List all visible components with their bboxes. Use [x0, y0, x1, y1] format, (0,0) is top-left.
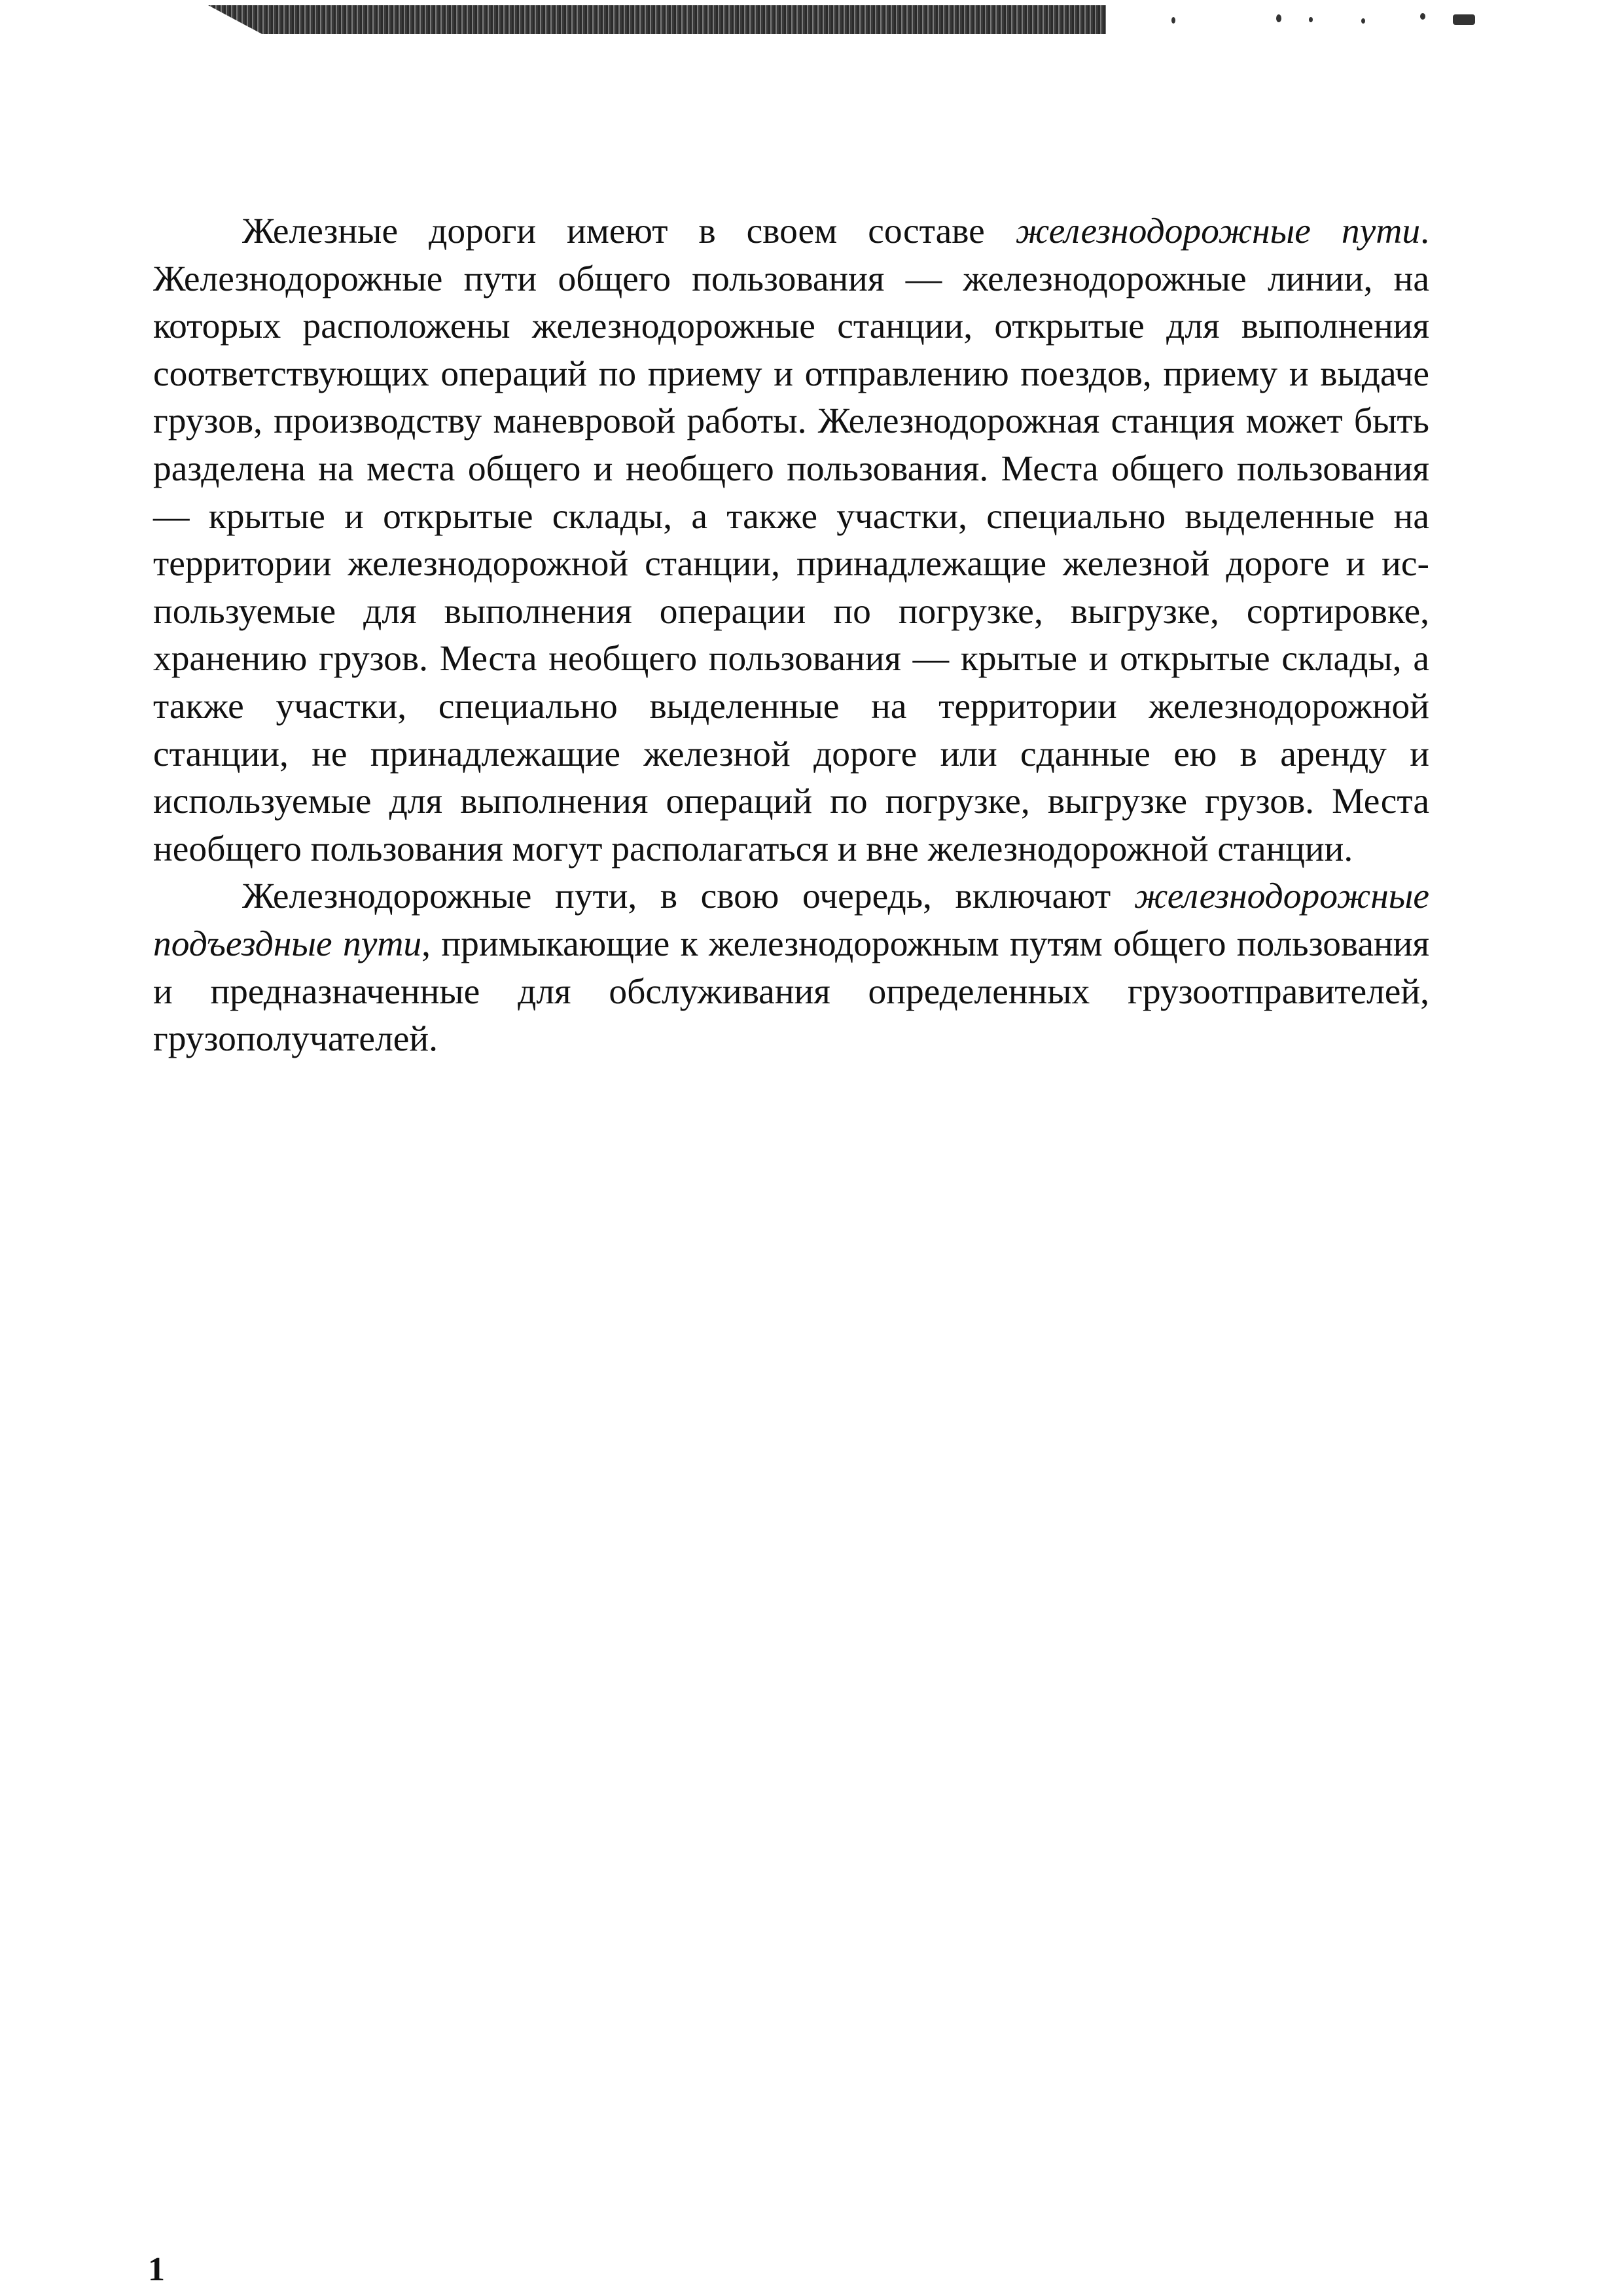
scan-noise — [1113, 8, 1479, 34]
paragraph-1-lead: Железные дороги имеют в своем составе — [242, 211, 1016, 251]
paragraph-2-lead: Железнодорожные пути, в свою очередь, включают — [242, 876, 1134, 917]
paragraph-2 — [153, 873, 1429, 1063]
paragraph-2-tail: , примыкающие к железнодорожным путям общего пользования и предназначенные для обслуживания определенных грузоотправителей, грузополучателей. — [153, 924, 1429, 1060]
body-text — [153, 208, 1429, 1064]
term-access-tracks: железнодорожные подъездные пути — [153, 876, 1429, 964]
paragraph-1 — [153, 208, 1429, 873]
scan-header-artifact — [208, 5, 1106, 34]
paragraph-1-tail: . Железнодорожные пути общего пользования — железнодорожные линии, на которых расположены железнодорожные станции, открытые для выполнения соответствующих операций по приему и отправлению поездов, приему и выдаче грузов, производству маневровой работы. Железнодорожная станция может быть разделена на места общего и необщего пользования. Места общего пользования — крытые и открытые склады, а также участки, специально выделенные на территории железнодорожной станции, принадлежащие железной дороге и используемые для выполнения операции по погрузке, выгрузке, сортировке, хранению грузов. Места необщего пользования — крытые и открытые склады, а также участки, специально выделенные на территории железнодорожной станции, не принадлежащие железной дороге или сданные ею в аренду и используемые для выполнения операций по погрузке, выгрузке грузов. Места необщего пользования могут располагаться и вне железнодорожной станции. — [153, 211, 1429, 869]
term-railway-tracks: железнодорожные пути — [1015, 211, 1421, 251]
page-number: 1 — [148, 2251, 165, 2288]
